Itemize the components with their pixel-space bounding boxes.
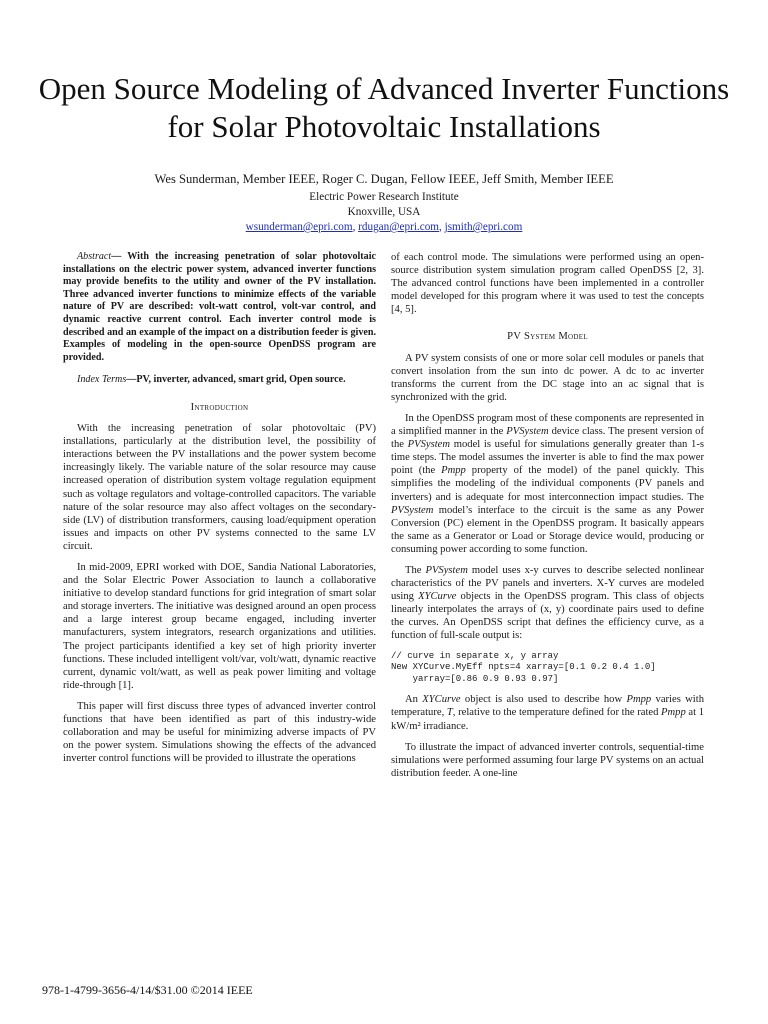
abstract [63,251,376,364]
abstract-label: Abstract [77,251,112,262]
location: Knoxville, USA [347,206,421,218]
continuation-paragraph: of each control mode. The simulations were performed using an open-source distribution system simulation program called OpenDSS [2, 3]. The advanced control functions have been implemented in a controller model developed for this program where it was used to test the concepts [4, 5]. [391,252,704,316]
index-terms-text: —PV, inverter, advanced, smart grid, Open source. [126,374,346,386]
author-list: Wes Sunderman, Member IEEE, Roger C. Dugan, Fellow IEEE, Jeff Smith, Member IEEE [154,172,614,186]
email-link-1[interactable]: wsunderman@epri.com [245,221,353,233]
right-column [391,251,704,788]
intro-paragraph-2: In mid-2009, EPRI worked with DOE, Sandia National Laboratories, and the Solar Electric Power Association to launch a collaborative initiative to develop standard functions for grid integration of smart solar and storage inverters. The initiative was designed around an open process and a large interest group became engaged, including inverter manufacturers, system integrators, research organizations and utilities. The project participants identified a key set of high priority inverter functions. These included intelligent volt/var, volt/watt, dynamic reactive current, dynamic volt/watt, as well as peak power limiting and voltage ride-through [1]. [63,561,376,691]
institute: Electric Power Research Institute [309,191,459,203]
pv-paragraph-2: In the OpenDSS program most of these components are represented in a simplified manner in the PVSystem device class. The present version of the PVSystem model is useful for simulations generally greater than 1-s time steps. The model assumes the inverter is able to find the max power point (the Pmpp property of the model) of the panel quickly. This simplifies the modeling of the individual components (PV panels and inverters) and is adequate for most interconnection impact studies. The PVSystem model’s interface to the circuit is the same as any Power Conversion (PC) element in the OpenDSS program. It basically appears the same as a Generator or Load or Storage device would, producing or consuming power according to some function. [391,412,704,555]
copyright-footer: 978-1-4799-3656-4/14/$31.00 ©2014 IEEE [42,983,253,997]
index-terms [63,374,376,387]
pv-paragraph-3: The PVSystem model uses x-y curves to describe selected nonlinear characteristics of the PV panels and inverters. X-Y curves are modeled using XYCurve objects in the OpenDSS program. This class of objects linearly interpolates the arrays of (x, y) coordinate pairs used to define the curves. An OpenDSS script that defines the efficiency curve, as a function of full-scale output is: [391,564,704,642]
intro-paragraph-1: With the increasing penetration of solar photovoltaic (PV) installations, particularly at the distribution level, the possibility of interactions between the PV installations and the power system become increasingly likely. The variable nature of the solar resource may cause increased operation of distribution system voltage regulation equipment such as voltage regulators and voltage-controlled capacitors. The variable nature of the solar resource may also affect voltages on the secondary-side (LV) of distribution transformers, causing load/equipment operation issues and impacts on other PV systems connected to the same LV circuit. [63,423,376,552]
pv-paragraph-4: An XYCurve object is also used to describe how Pmpp varies with temperature, T, relative to the temperature defined for the rated Pmpp at 1 kW/m² irradiance. [391,694,705,732]
index-terms-label: Index Terms [77,374,127,386]
abstract-text: — With the increasing penetration of solar photovoltaic installations on the electric power system, advanced inverter functions may provide benefits to the utility and owner of the PV installation. Three advanced inverter functions to minimize effects of the variable nature of PV are described: volt-watt control, volt-var control, and dynamic reactive current control. Each inverter control mode is described and an example of the impact on a distribution feeder is given. Examples of modeling in the open-source OpenDSS program are provided. [63,251,376,363]
paper-title: Open Source Modeling of Advanced Inverter Functions for Solar Photovoltaic Installations [38,71,730,144]
left-column [63,251,376,773]
email-link-3[interactable]: jsmith@epri.com [444,221,523,233]
intro-paragraph-3: This paper will first discuss three types of advanced inverter control functions that have been identified as part of this industry-wide collaboration and may be useful for minimizing adverse impacts of PV on the power system. Simulations showing the effects of the advanced inverter control functions will be provided to illustrate the operations [63,700,376,765]
author-emails: wsunderman@epri.com, rdugan@epri.com, jsmith@epri.com [245,221,523,233]
pv-paragraph-1: A PV system consists of one or more solar cell modules or panels that convert insolation from the sun into dc power. A dc to ac inverter transforms the current from the DC stage into an ac signal that is synchronized with the grid. [391,352,704,403]
email-link-2[interactable]: rdugan@epri.com [358,221,439,233]
pv-paragraph-5: To illustrate the impact of advanced inverter controls, sequential-time simulations were performed assuming four large PV systems on an actual distribution feeder. A one-line [391,741,704,779]
section-heading-introduction: Introduction [190,401,249,413]
section-heading-pv-system-model: PV System Model [507,331,588,343]
opendss-script: // curve in separate x, y array New XYCurve.MyEff npts=4 xarray=[0.1 0.2 0.4 1.0] yarray=[0.86 0.9 0.93 0.97] [391,650,656,684]
